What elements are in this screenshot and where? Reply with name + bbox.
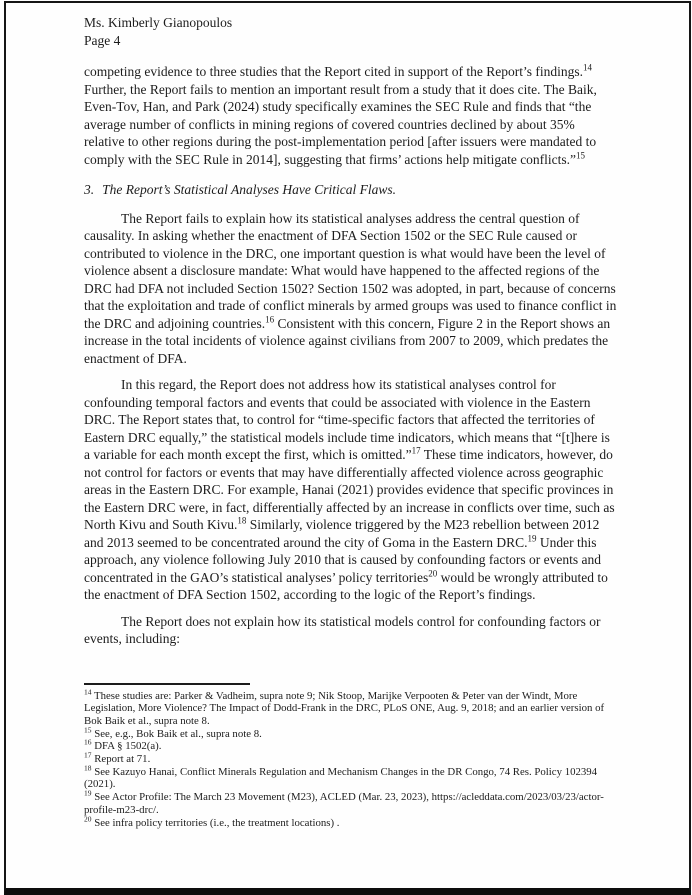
- footnote-item: [84, 763, 618, 791]
- footnote-text: See, e.g., Bok Baik et al., supra note 8.: [94, 727, 262, 740]
- footnote-item: [84, 686, 618, 728]
- paragraph-competing-evidence: competing evidence to three studies that the Report cited in support of the Report’s findings.$^{14}$ Further, the Report fails to mention an important result from a study that it does cite. The Baik, Even-Tov, Han, and Park (2024) study specifically examines the SEC Rule and finds that “the average number of conflicts in mining regions of covered countries declined by about 35% relative to other regions during the post-implementation period [after issuers were mandated to comply with the SEC Rule in 2014], suggesting that firms’ actions help mitigate conflicts.”$^{15}$: [84, 62, 597, 167]
- recipient-name: Ms. Kimberly Gianopoulos: [84, 15, 233, 30]
- footnote-number: 19: [84, 788, 92, 798]
- footnote-number: 20: [84, 813, 92, 823]
- footnote-marker: 20: [428, 568, 438, 578]
- footnote-text: See infra policy territories (i.e., the treatment locations) .: [94, 816, 340, 829]
- footnote-item: [84, 725, 618, 741]
- footnotes-list: [84, 686, 618, 830]
- footnote-text: See Kazuyo Hanai, Conflict Minerals Regulation and Mechanism Changes in the DR Congo, 74 Res. Policy 102394 (2021).: [84, 765, 598, 791]
- footnote-marker: 16: [265, 314, 275, 324]
- footnote-number: 14: [84, 686, 92, 696]
- section-heading-title: The Report’s Statistical Analyses Have Critical Flaws.: [102, 182, 396, 197]
- footnote-item: [84, 750, 618, 766]
- footnote-marker: 17: [411, 445, 421, 456]
- footnote-text: Report at 71.: [94, 753, 151, 766]
- footnote-separator: [84, 683, 250, 685]
- footnote-marker: 19: [527, 533, 537, 543]
- page-header: [84, 14, 618, 49]
- page-number-label: Page 4: [84, 32, 121, 48]
- footnote-number: 18: [84, 763, 92, 773]
- footnote-number: 17: [84, 750, 92, 760]
- footnote-marker: 14: [583, 62, 593, 73]
- paragraph-causality: The Report fails to explain how its statistical analyses address the central question of causality. In asking whether the enactment of DFA Section 1502 or the SEC Rule caused or contributed to violence in the DRC, one important question is what would have been the level of violence absent a disclosure mandate: What would have happened to the affected regions of the DRC had DFA not included Section 1502? Section 1502 was adopted, in part, because of concerns that the exploitation and trade of conflict minerals by armed groups was used to finance conflict in the DRC and adjoining countries.$^{16}$ Consistent with this concern, Figure 2 in the Report shows an increase in the total incidents of violence against civilians from 2007 to 2009, which predates the enactment of DFA.: [84, 210, 617, 366]
- footnote-item: [84, 737, 618, 753]
- page-content: [84, 14, 618, 829]
- footnote-item: [84, 813, 618, 830]
- footnote-item: [84, 788, 618, 816]
- footnote-number: 16: [84, 737, 92, 747]
- paragraph-confounding-temporal-factors: In this regard, the Report does not address how its statistical analyses control for confounding temporal factors and events that could be associated with violence in the Eastern DRC. The Report states that, to control for “time-specific factors that affected the territories of Eastern DRC equally,” the statistical models include time indicators, which means that “[t]here is a variable for each month except the first, which is omitted.”$^{17}$ These time indicators, however, do not control for factors or events that may have differentially affected violence across geographic areas in the Eastern DRC. For example, Hanai (2021) provides evidence that specific provinces in the Eastern DRC were, in fact, differentially affected by an increase in conflicts over time, such as North Kivu and South Kivu.$^{18}$ Similarly, violence triggered by the M23 rebellion between 2012 and 2013 seemed to be concentrated around the city of Goma in the Eastern DRC.$^{19}$ Under this approach, any violence following July 2010 that is caused by confounding factors or events and concentrated in the GAO’s statistical analyses’ policy territories$^{20}$ would be wrongly attributed to the enactment of DFA Section 1502, according to the logic of the Report’s findings.: [84, 377, 615, 602]
- footnote-text: DFA § 1502(a).: [94, 740, 162, 753]
- section-heading-number: 3.: [84, 182, 95, 197]
- footnote-text: See Actor Profile: The March 23 Movement (M23), ACLED (Mar. 23, 2023), https://acleddata.com/2023/03/23/actor-profile-m23-drc/.: [84, 791, 604, 816]
- footnote-number: 15: [84, 725, 92, 735]
- section-heading: [84, 181, 618, 199]
- footnote-text: These studies are: Parker & Vadheim, supra note 9; Nik Stoop, Marijke Verpooten & Peter van der Windt, More Legislation, More Violence? The Impact of Dodd-Frank in the DRC, PLoS ONE, Aug. 9, 2018; and an earlier version of Bok Baik et al., supra note 8.: [84, 689, 605, 727]
- paragraph-models-control-intro: The Report does not explain how its statistical models control for confounding factors or events, including:: [84, 613, 601, 646]
- footnote-marker: 15: [576, 150, 586, 160]
- footnote-marker: 18: [237, 515, 247, 526]
